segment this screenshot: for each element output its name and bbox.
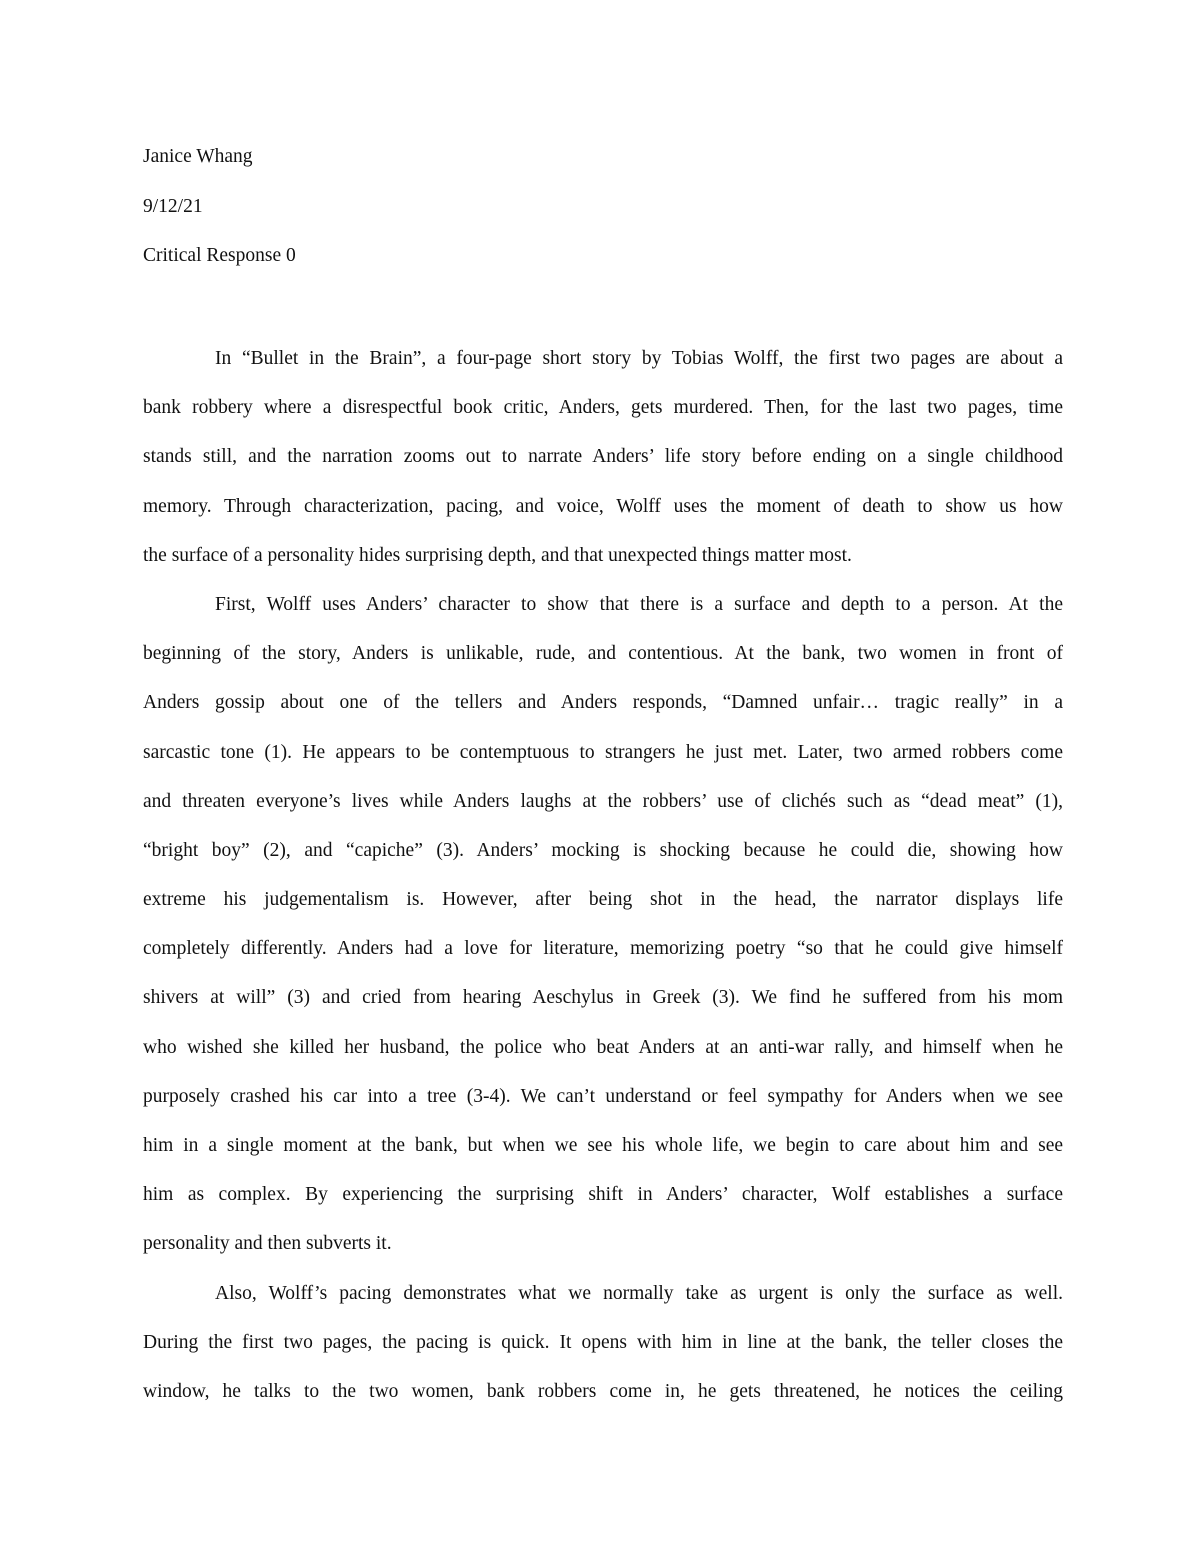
paragraph-2-line-9 <box>143 982 1063 1031</box>
paragraph-2-line-14: personality and then subverts it. <box>143 1233 392 1255</box>
line-6-post: ” (3). Anders’ mocking is shocking because he could die, showing how <box>414 839 1064 861</box>
paragraph-1-line-3: stands still, and the narration zooms out to narrate Anders’ life story before ending on a single childhood <box>143 446 1063 468</box>
paragraph-2-line-2: beginning of the story, Anders is unlikable, rude, and contentious. At the bank, two women in front of <box>143 643 1063 665</box>
paragraph-2-line-11: purposely crashed his car into a tree (3-4). We can’t understand or feel sympathy for Anders when we see <box>143 1085 1063 1107</box>
document-header <box>143 143 1063 292</box>
document-date: 9/12/21 <box>143 195 203 217</box>
author-name: Janice Whang <box>143 146 253 167</box>
paragraph-3-line-2: During the first two pages, the pacing is quick. It opens with him in line at the bank, the teller closes the <box>143 1331 1063 1353</box>
paragraph-2-line-10: who wished she killed her husband, the police who beat Anders at an anti-war rally, and himself when he <box>143 1036 1063 1058</box>
paragraph-2-line-12: him in a single moment at the bank, but when we see his whole life, we begin to care about him and see <box>143 1135 1063 1156</box>
paragraph-3-line-1: Also, Wolff’s pacing demonstrates what we normally take as urgent is only the surface as well. <box>215 1282 1063 1304</box>
paragraph-2-line-13: him as complex. By experiencing the surprising shift in Anders’ character, Wolf establishes a surface <box>143 1184 1063 1206</box>
paragraph-3-line-3: window, he talks to the two women, bank robbers come in, he gets threatened, he notices the ceiling <box>143 1380 1063 1402</box>
italic-aeschylus: Aeschylus <box>532 987 614 1009</box>
assignment-title: Critical Response 0 <box>143 245 296 266</box>
essay-body <box>143 343 1063 1425</box>
paragraph-2-line-5: and threaten everyone’s lives while Anders laughs at the robbers’ use of clichés such as “dead meat” (1), <box>143 790 1063 812</box>
line-6-pre: “bright boy” (2), and “ <box>143 839 355 861</box>
paragraph-2-line-4: sarcastic tone (1). He appears to be contemptuous to strangers he just met. Later, two armed robbers come <box>143 741 1063 763</box>
paragraph-2-line-6 <box>143 835 1063 884</box>
paragraph-1-line-1: In “Bullet in the Brain”, a four-page short story by Tobias Wolff, the first two pages are about a <box>215 348 1063 369</box>
paragraph-1-line-4: memory. Through characterization, pacing, and voice, Wolff uses the moment of death to show us how <box>143 495 1063 517</box>
paragraph-2-line-3: Anders gossip about one of the tellers and Anders responds, “Damned unfair… tragic really” in a <box>143 692 1063 714</box>
paragraph-2-line-1: First, Wolff uses Anders’ character to show that there is a surface and depth to a person. At the <box>215 593 1063 615</box>
italic-capiche: capiche <box>354 839 415 861</box>
paragraph-2-line-8: completely differently. Anders had a love for literature, memorizing poetry “so that he could give himself <box>143 938 1063 960</box>
paragraph-2-line-7: extreme his judgementalism is. However, after being shot in the head, the narrator displays life <box>143 889 1063 911</box>
line-9-pre: shivers at will” (3) and cried from hearing <box>143 987 533 1009</box>
paragraph-1-line-2: bank robbery where a disrespectful book critic, Anders, gets murdered. Then, for the last two pages, time <box>143 397 1063 419</box>
line-9-post: in Greek (3). We find he suffered from his mom <box>613 987 1063 1009</box>
paragraph-1-line-5: the surface of a personality hides surprising depth, and that unexpected things matter most. <box>143 544 852 566</box>
